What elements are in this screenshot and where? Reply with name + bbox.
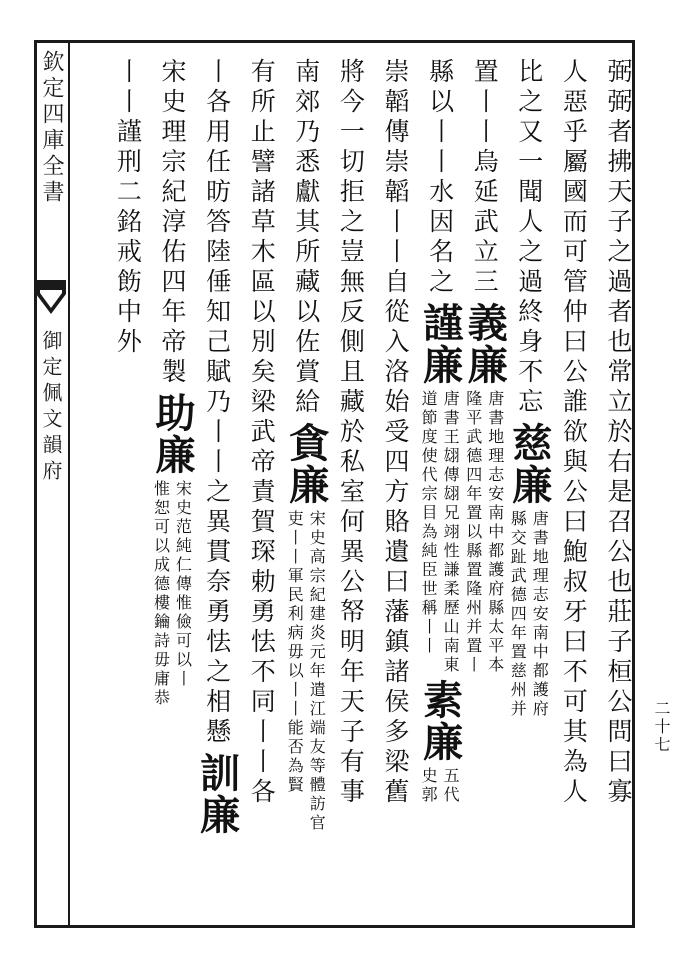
main-text: 人惡乎屬國而可管仲曰公誰欲與公曰鮑叔牙曰不可其為人 xyxy=(559,58,589,808)
text-column xyxy=(507,58,551,918)
text-column xyxy=(150,58,194,918)
annotation-line: 五代 xyxy=(441,767,461,805)
annotation-line: 惟恕可以成德樓鑰詩毋庸恭 xyxy=(151,480,171,708)
text-column xyxy=(461,58,509,918)
main-text: 比之又一聞人之過終身不忘 xyxy=(514,58,544,418)
annotation-line: 隆平武德四年置以縣置隆州并置丨 xyxy=(463,390,483,675)
text-column xyxy=(551,58,595,918)
annotation xyxy=(151,480,194,708)
headword: 慈廉 xyxy=(505,422,553,506)
annotation xyxy=(418,390,461,675)
text-column xyxy=(105,58,149,918)
bottom-border xyxy=(34,925,634,928)
main-text: 有所止譬諸草木區以別矣梁武帝責賀琛勅勇怯不同丨丨各 xyxy=(247,58,277,808)
headword: 貪廉 xyxy=(282,422,330,506)
main-text: 南郊乃悉獻其所藏以佐賞給 xyxy=(291,58,321,418)
main-text: 置丨丨烏延武立三 xyxy=(470,58,500,298)
text-column xyxy=(418,58,462,918)
text-column xyxy=(284,58,328,918)
headword: 義廉 xyxy=(461,302,509,386)
text-column xyxy=(239,58,283,918)
annotation xyxy=(418,767,461,805)
fish-tail-ornament-icon xyxy=(36,288,66,314)
left-border xyxy=(34,40,37,928)
annotation xyxy=(284,510,327,833)
main-text: 弼弼者拂天子之過者也常立於右是召公也莊子桓公問曰寡 xyxy=(604,58,633,808)
annotation-line: 宋史范純仁傳惟儉可以丨 xyxy=(173,480,193,689)
text-column xyxy=(195,58,239,918)
folio-number: 二十七 xyxy=(652,700,671,754)
annotation-line: 吏丨丨軍民利病毋以丨丨能否為賢 xyxy=(285,510,305,795)
text-column xyxy=(596,58,640,918)
annotation xyxy=(507,510,550,719)
fish-tail-bar xyxy=(36,280,66,288)
header-band-rule xyxy=(68,40,70,928)
annotation-line: 史郭 xyxy=(419,767,439,805)
main-text: 丨各用任昉答陸倕知己賦乃丨丨之異貫奈勇怯之相懸 xyxy=(202,58,232,748)
annotation-line: 唐書地理志安南中都護府 xyxy=(530,510,550,719)
book-title: 欽定四庫全書 xyxy=(39,50,64,206)
section-title: 御定佩文韻府 xyxy=(39,330,63,486)
headword: 謹廉 xyxy=(416,302,464,386)
annotation xyxy=(463,390,506,675)
text-column xyxy=(373,58,417,918)
main-text: 宋史理宗紀淳佑四年帝製 xyxy=(158,58,187,388)
annotation-line: 縣交趾武德四年置慈州并 xyxy=(508,510,528,719)
headword: 素廉 xyxy=(416,679,464,763)
text-column xyxy=(328,58,372,918)
main-text: 將今一切拒之豈無反側且藏於私室何異公帑明年天子有事 xyxy=(336,58,366,808)
headword: 訓廉 xyxy=(193,752,241,836)
annotation-line: 唐書王翃傳翃兄翊性謙柔歷山南東 xyxy=(441,390,461,675)
main-text: 崇韜傳崇韜丨丨自從入洛始受四方賂遺曰藩鎮諸侯多梁舊 xyxy=(381,58,410,808)
main-text: 丨丨謹刑二銘戒飭中外 xyxy=(113,58,143,358)
annotation-line: 宋史高宗紀建炎元年遣江端友等體訪官 xyxy=(307,510,327,833)
headword: 助廉 xyxy=(149,392,196,476)
annotation-line: 唐書地理志安南中都護府縣太平本 xyxy=(485,390,505,675)
main-text: 縣以丨丨水因名之 xyxy=(425,58,455,298)
annotation-line: 道節度使代宗目為純臣世稱丨丨 xyxy=(419,390,439,656)
top-border xyxy=(34,40,634,43)
